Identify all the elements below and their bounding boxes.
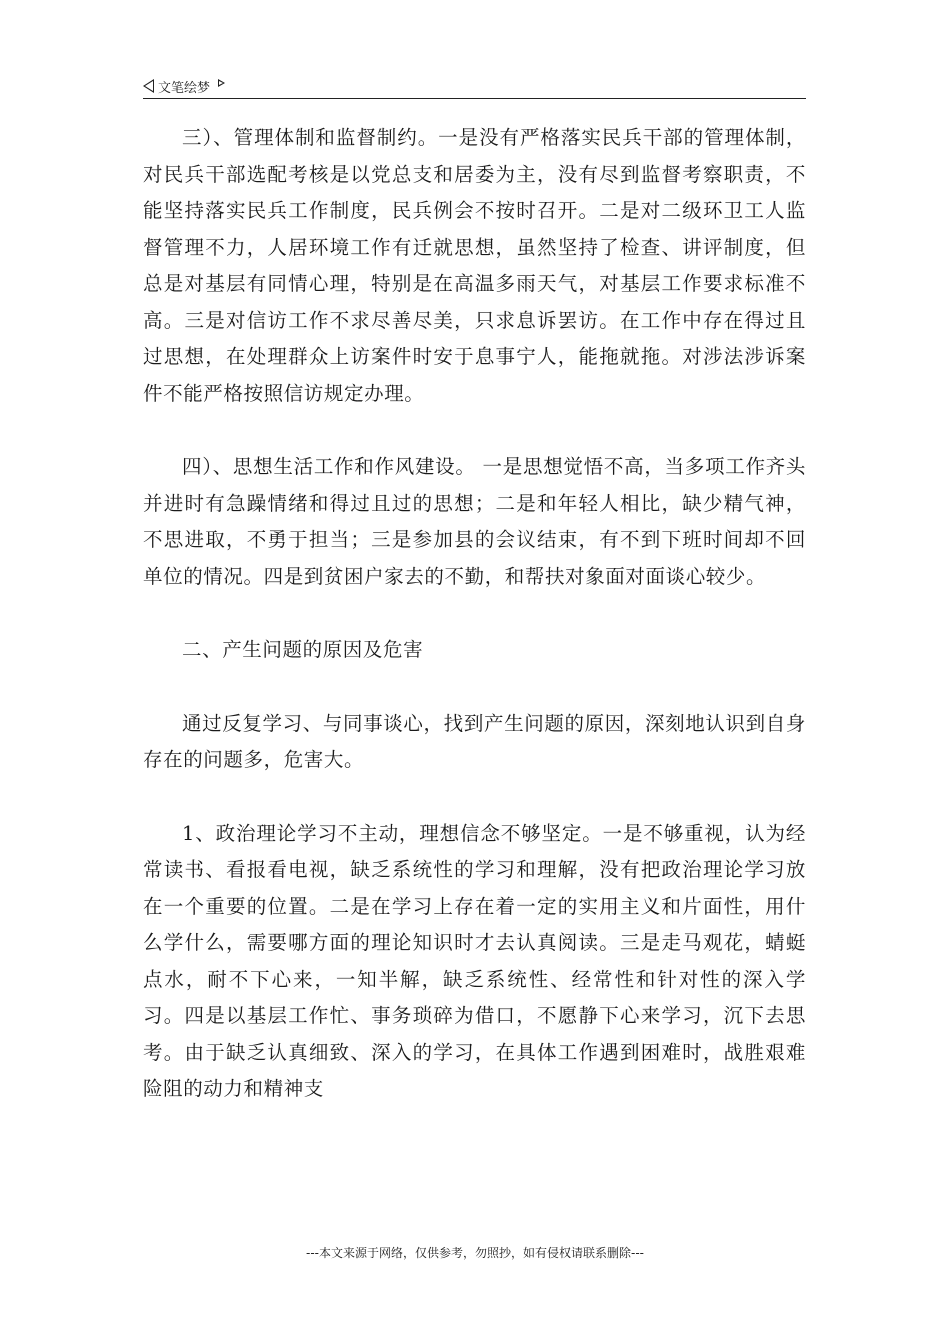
page-header xyxy=(143,74,806,99)
header-title: 文笔绘梦 xyxy=(158,80,211,96)
footer-disclaimer: ---本文来源于网络，仅供参考，勿照抄，如有侵权请联系删除--- xyxy=(306,1246,644,1260)
paragraph-intro-causes: 通过反复学习、与同事谈心，找到产生问题的原因，深刻地认识到自身存在的问题多，危害大。 xyxy=(143,711,806,771)
triangle-left-icon xyxy=(143,79,154,93)
triangle-right-icon xyxy=(218,79,225,87)
paragraph-political-study: 1、政治理论学习不主动，理想信念不够坚定。一是不够重视，认为经常读书、看报看电视，缺乏系统性的学习和理解，没有把政治理论学习放在一个重要的位置。二是在学习上存在着一定的实用主义和片面性，用什么学什么，需要哪方面的理论知识时才去认真阅读。三是走马观花，蜻蜓点水，耐不下心来，一知半解，缺乏系统性、经常性和针对性的深入学习。四是以基层工作忙、事务琐碎为借口，不愿静下心来学习，沉下去思考。由于缺乏认真细致、深入的学习，在具体工作遇到困难时，战胜艰难险阻的动力和精神支 xyxy=(143,821,806,1100)
section-heading-causes: 二、产生问题的原因及危害 xyxy=(182,638,424,661)
paragraph-conduct: 四）、思想生活工作和作风建设。 一是思想觉悟不高，当多项工作齐头并进时有急躁情绪和得过且过的思想；二是和年轻人相比，缺少精气神，不思进取，不勇于担当；三是参加县的会议结束，有不到下班时间却不回单位的情况。四是到贫困户家去的不勤，和帮扶对象面对面谈心较少。 xyxy=(143,455,806,588)
paragraph-management: 三）、管理体制和监督制约。一是没有严格落实民兵干部的管理体制，对民兵干部选配考核是以党总支和居委为主，没有尽到监督考察职责，不能坚持落实民兵工作制度，民兵例会不按时召开。二是对二级环卫工人监督管理不力，人居环境工作有迁就思想，虽然坚持了检查、讲评制度，但总是对基层有同情心理，特别是在高温多雨天气，对基层工作要求标准不高。三是对信访工作不求尽善尽美，只求息诉罢访。在工作中存在得过且过思想，在处理群众上访案件时安于息事宁人，能拖就拖。对涉法涉诉案件不能严格按照信访规定办理。 xyxy=(143,126,806,405)
document-body xyxy=(143,120,806,1108)
